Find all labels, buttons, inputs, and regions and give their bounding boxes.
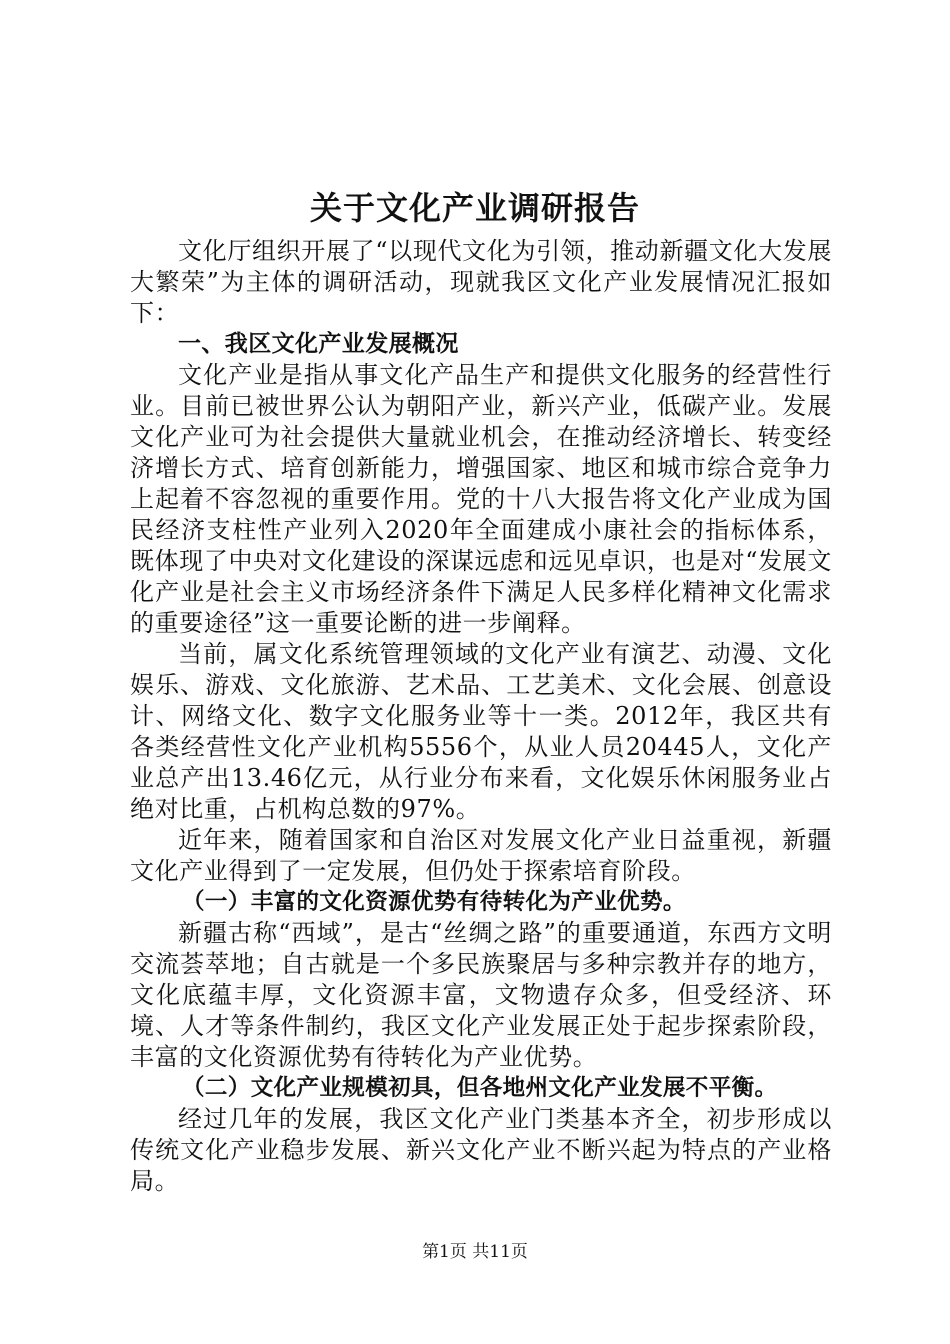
subsection2-paragraph: 经过几年的发展，我区文化产业门类基本齐全，初步形成以传统文化产业稳步发展、新兴文化产业不断兴起为特点的产业格局。 bbox=[130, 1105, 832, 1195]
subsection-heading-2: （二）文化产业规模初具，但各地州文化产业发展不平衡。 bbox=[182, 1075, 778, 1101]
section1-paragraph-3: 近年来，随着国家和自治区对发展文化产业日益重视，新疆文化产业得到了一定发展，但仍处于探索培育阶段。 bbox=[130, 826, 832, 885]
section1-paragraph-1: 文化产业是指从事文化产品生产和提供文化服务的经营性行业。目前已被世界公认为朝阳产业，新兴产业，低碳产业。发展文化产业可为社会提供大量就业机会，在推动经济增长、转变经济增长方式、培育创新能力，增强国家、地区和城市综合竞争力上起着不容忽视的重要作用。党的十八大报告将文化产业成为国民经济支柱性产业列入2020年全面建成小康社会的指标体系，既体现了中央对文化建设的深谋远虑和远见卓识，也是对“发展文化产业是社会主义市场经济条件下满足人民多样化精神文化需求的重要途径”这一重要论断的进一步阐释。 bbox=[130, 361, 832, 637]
intro-paragraph: 文化厅组织开展了“以现代文化为引领，推动新疆文化大发展大繁荣”为主体的调研活动，现就我区文化产业发展情况汇报如下： bbox=[130, 237, 832, 327]
document-title: 关于文化产业调研报告 bbox=[309, 189, 640, 227]
page-footer: 第1页 共11页 bbox=[422, 1242, 528, 1262]
subsection-heading-1: （一）丰富的文化资源优势有待转化为产业优势。 bbox=[182, 889, 686, 915]
document-body bbox=[130, 236, 832, 1197]
section1-paragraph-2: 当前，属文化系统管理领域的文化产业有演艺、动漫、文化娱乐、游戏、文化旅游、艺术品、工艺美术、文化会展、创意设计、网络文化、数字文化服务业等十一类。2012年，我区共有各类经营性文化产业机构5556个，从业人员20445人，文化产业总产出13.46亿元，从行业分布来看，文化娱乐休闲服务业占绝对比重，占机构总数的97%。 bbox=[130, 640, 832, 823]
subsection1-paragraph: 新疆古称“西域”，是古“丝绸之路”的重要通道，东西方文明交流荟萃地；自古就是一个多民族聚居与多种宗教并存的地方，文化底蕴丰厚，文化资源丰富，文物遗存众多，但受经济、环境、人才等条件制约，我区文化产业发展正处于起步探索阶段，丰富的文化资源优势有待转化为产业优势。 bbox=[130, 919, 832, 1071]
section-heading-1: 一、我区文化产业发展概况 bbox=[178, 331, 459, 357]
